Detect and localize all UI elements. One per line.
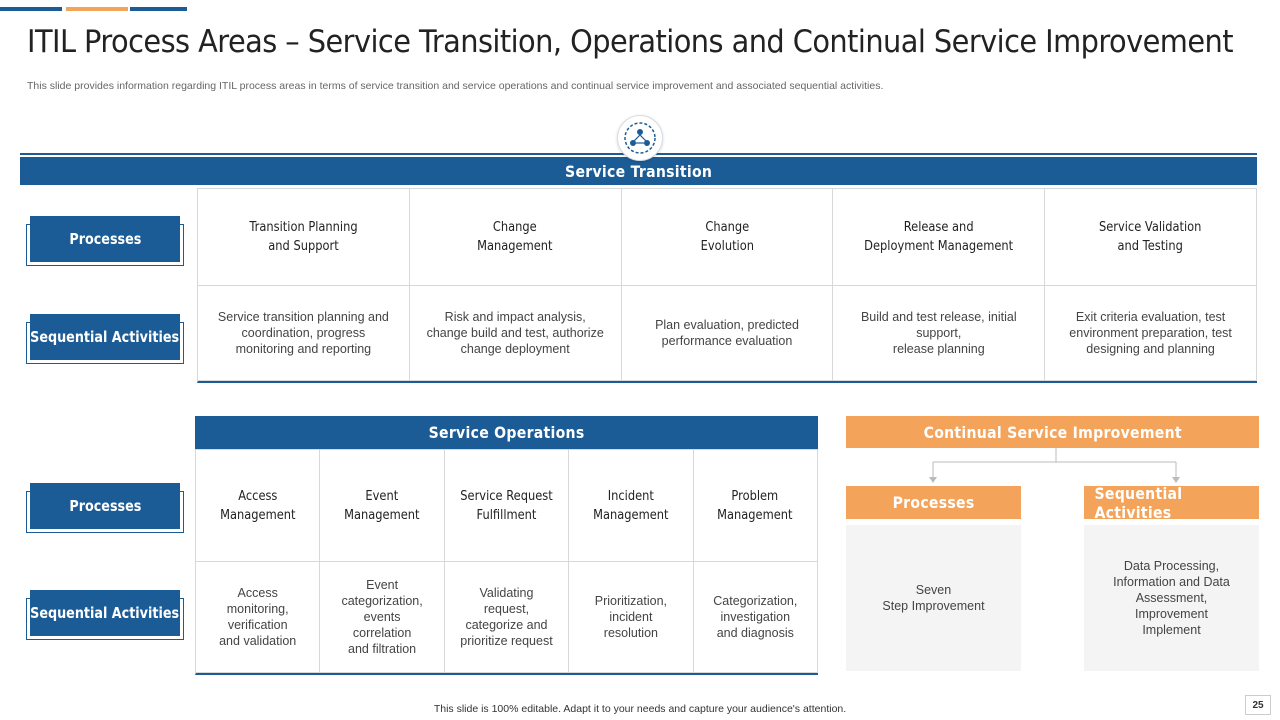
page-number: 25 (1245, 695, 1271, 715)
csi-connector-arrows (846, 448, 1259, 486)
so-activity-cell: Prioritization, incident resolution (569, 562, 693, 673)
service-operations-table (195, 449, 818, 675)
st-process-cell: Service Validation and Testing (1045, 189, 1257, 286)
so-process-cell: Service Request Fulfillment (445, 450, 569, 562)
st-processes-label: Processes (30, 216, 186, 268)
csi-processes-text: Seven Step Improvement (846, 525, 1021, 671)
so-activity-cell: Categorization, investigation and diagnosis (694, 562, 818, 673)
st-process-cell: Change Evolution (622, 189, 834, 286)
so-process-cell: Event Management (320, 450, 444, 562)
st-activity-cell: Exit criteria evaluation, test environment preparation, test designing and planning (1045, 286, 1257, 381)
footer-note: This slide is 100% editable. Adapt it to your needs and capture your audience's attention. (433, 703, 847, 715)
service-operations-header: Service Operations (195, 416, 818, 449)
st-activity-cell: Build and test release, initial support, release planning (833, 286, 1045, 381)
so-processes-label: Processes (30, 483, 186, 535)
so-activity-cell: Event categorization, events correlation and filtration (320, 562, 444, 673)
team-network-icon (617, 115, 663, 161)
slide-title: ITIL Process Areas – Service Transition, Operations and Continual Service Improvement (27, 24, 1233, 60)
st-sequential-label: Sequential Activities (30, 314, 186, 366)
slide-subtitle: This slide provides information regarding ITIL process areas in terms of service transition and service operations and continual service improvement and associated sequential activities. (27, 80, 884, 92)
so-activity-cell: Access monitoring, verification and validation (196, 562, 320, 673)
so-sequential-label: Sequential Activities (30, 590, 186, 642)
st-process-cell: Transition Planning and Support (198, 189, 410, 286)
so-process-cell: Problem Management (694, 450, 818, 562)
accent-bar-orange (66, 7, 128, 11)
so-process-cell: Incident Management (569, 450, 693, 562)
csi-sequential-header: Sequential Activities (1084, 486, 1259, 519)
csi-processes-header: Processes (846, 486, 1021, 519)
csi-sequential-text: Data Processing, Information and Data Assessment, Improvement Implement (1084, 525, 1259, 671)
st-process-cell: Release and Deployment Management (833, 189, 1045, 286)
so-activity-cell: Validating request, categorize and prioritize request (445, 562, 569, 673)
st-activity-cell: Plan evaluation, predicted performance evaluation (622, 286, 834, 381)
service-transition-header: Service Transition (20, 157, 1257, 185)
so-process-cell: Access Management (196, 450, 320, 562)
accent-bar-blue-1 (0, 7, 62, 11)
csi-header: Continual Service Improvement (846, 416, 1259, 448)
st-process-cell: Change Management (410, 189, 622, 286)
accent-bar-blue-2 (130, 7, 187, 11)
service-transition-table (197, 188, 1257, 383)
st-activity-cell: Risk and impact analysis, change build and test, authorize change deployment (410, 286, 622, 381)
st-activity-cell: Service transition planning and coordination, progress monitoring and reporting (198, 286, 410, 381)
